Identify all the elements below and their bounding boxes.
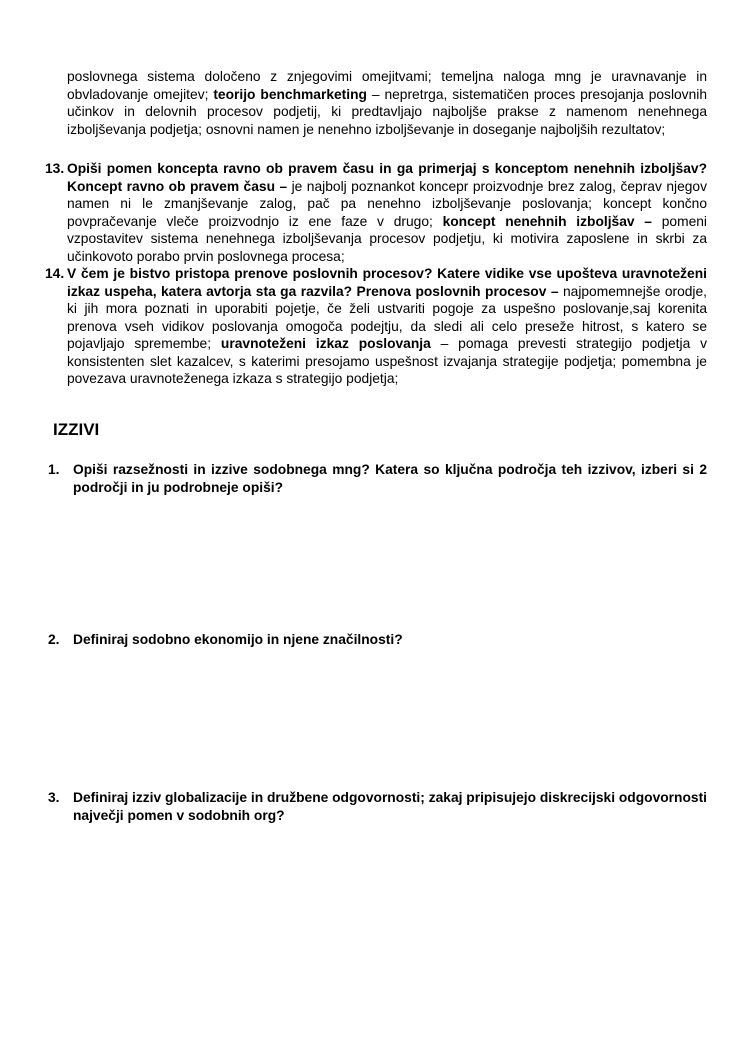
question-2 — [48, 631, 707, 649]
list-item-14 — [45, 265, 707, 388]
list-item-text: Opiši pomen koncepta ravno ob pravem času in ga primerjaj s konceptom nenehnih izboljšav? Koncept ravno ob pravem času – je najbolj poznankot koncepr proizvodnje brez zalog, čeprav njegov namen ni le zmanjševanje zalog, pač pa nenehno izboljševanje poslovanja; koncept končno povpračevanje vleče proizvodnjo iz ene faze v drugo; koncept nenehnih izboljšav – pomeni vzpostavitev sistema nenehnega izboljševanja procesov podjetju, ki motivira zaposlene in skrbi za učinkovoto porabo prvin poslovnega procesa; — [67, 161, 707, 264]
list-item-13 — [45, 160, 707, 265]
question-text: Definiraj sodobno ekonomijo in njene značilnosti? — [73, 632, 403, 647]
question-text: Opiši razsežnosti in izzive sodobnega mng? Katera so ključna področja teh izzivov, izberi si 2 področji in ju podrobneje opiši? — [73, 462, 707, 495]
section-heading-izzivi: IZZIVI — [53, 420, 100, 439]
list-item-text: V čem je bistvo pristopa prenove poslovnih procesov? Katere vidike vse upošteva uravnoteženi izkaz uspeha, katera avtorja sta ga razvila? Prenova poslovnih procesov – najpomemnejše orodje, ki jih mora poznati in uporabiti pojetje, če želi ustvariti pogoje za uspešno poslovanje,saj korenita prenova vseh vidikov poslovanja omogoča podejtju, da sledi ali celo preseže hitrost, s katero se pojavljajo spremembe; uravnoteženi izkaz poslovanja – pomaga prevesti strategijo podjetja v konsistenten slet kazalcev, s katerimi presojamo uspešnost izvajanja strategije podjetja; pomembna je povezava uravnoteženega izkaza s strategijo podjetja; — [67, 266, 708, 386]
question-text: Definiraj izziv globalizacije in družbene odgovornosti; zakaj pripisujejo diskrecijski odgovornosti največji pomen v sodobnih org? — [73, 790, 708, 823]
question-3 — [48, 789, 707, 825]
list-item-number: 13. — [45, 161, 65, 176]
question-number: 3. — [48, 790, 60, 805]
question-number: 1. — [48, 462, 60, 477]
question-1 — [48, 461, 707, 497]
intro-paragraph: poslovnega sistema določeno z znjegovimi omejitvami; temeljna naloga mng je uravnavanje in obvladovanje omejitev; teorijo benchmarketing – nepretrga, sistematičen proces presojanja poslovnih učinkov in delovnih procesov podjetij, ki predtavljajo najboljše prakse z namenom nenehnega izboljševanja podjetja; osnovni namen je nenehno izboljševanje in doseganje najboljših rezultatov; — [67, 69, 707, 137]
question-number: 2. — [48, 632, 60, 647]
list-item-number: 14. — [45, 266, 65, 281]
